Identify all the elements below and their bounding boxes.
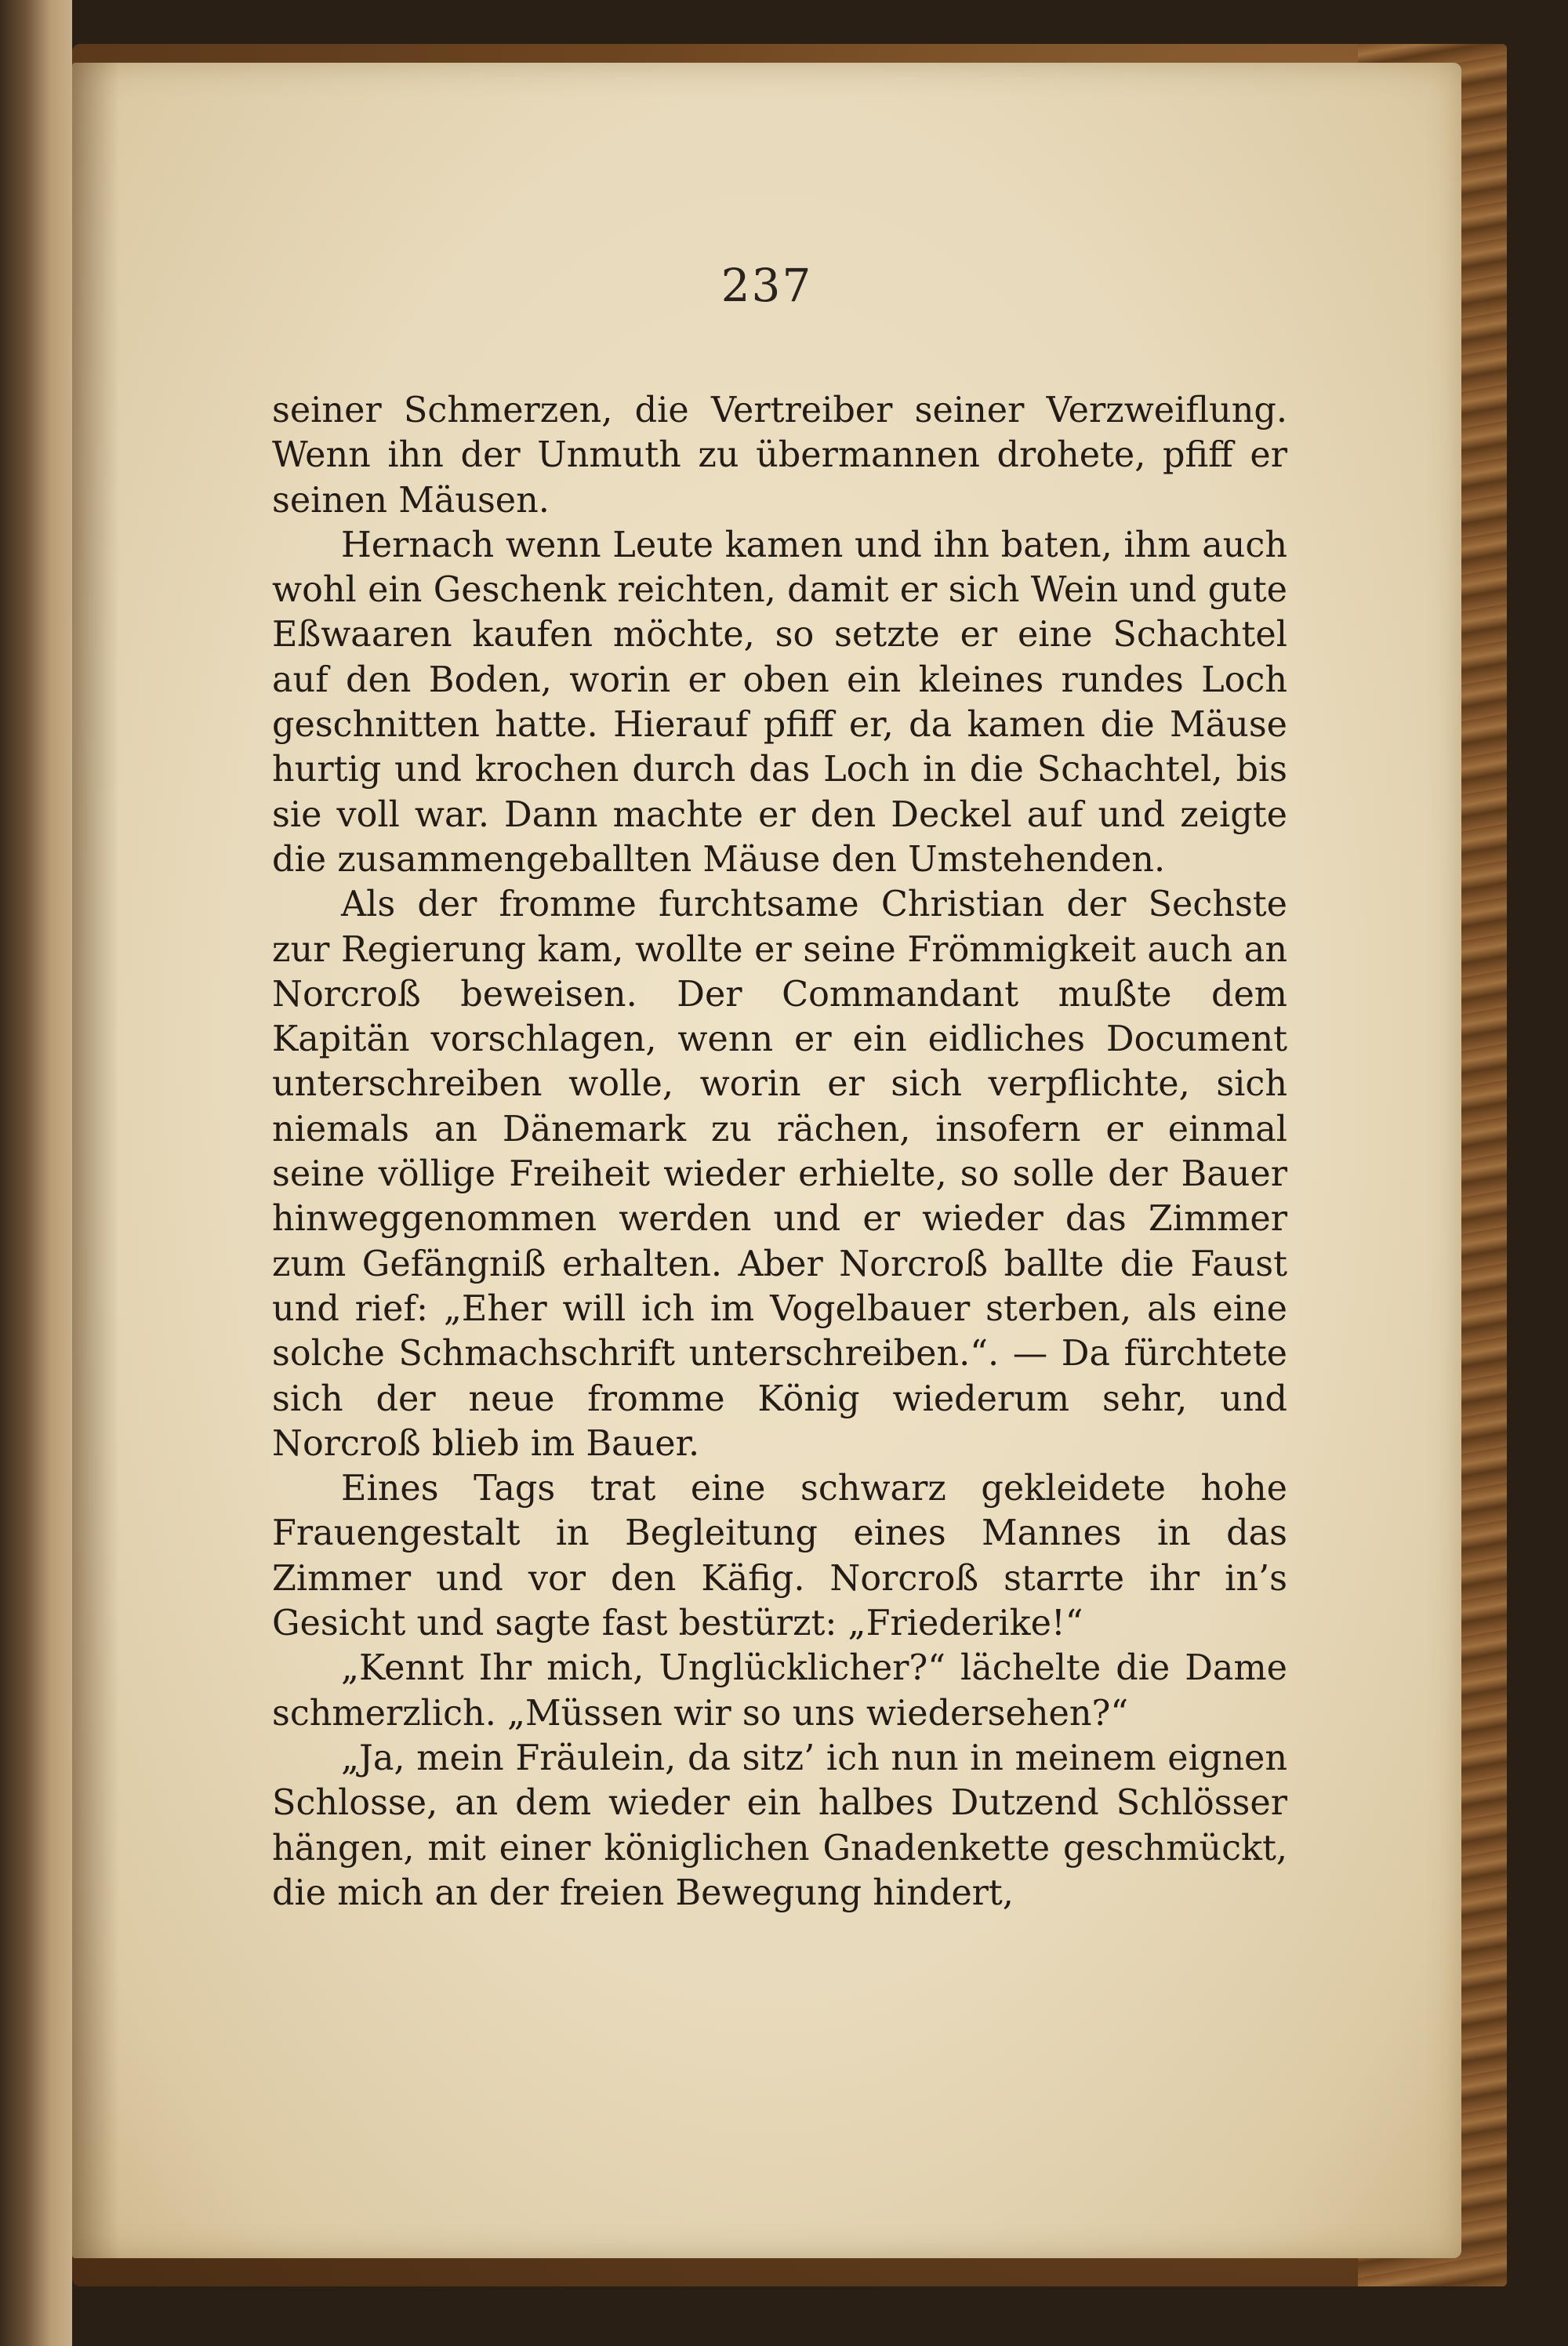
paragraph-5: „Kennt Ihr mich, Unglücklicher?“ lächelte die Dame schmerzlich. „Müssen wir so uns wiedersehen?“ <box>272 1648 1287 1734</box>
paragraph-1: seiner Schmerzen, die Vertreiber seiner Verzweiflung. Wenn ihn der Unmuth zu übermannen drohete, pfiff er seinen Mäusen. <box>272 390 1287 521</box>
gutter-shadow <box>72 63 119 2258</box>
paragraph-4: Eines Tags trat eine schwarz gekleidete hohe Frauengestalt in Begleitung eines Mannes in das Zimmer und vor den Käfig. Norcroß starrte ihr in’s Gesicht und sagte fast bestürzt: „Friederike!“ <box>272 1469 1287 1644</box>
body-text <box>272 388 1287 1916</box>
adjacent-page-edge <box>0 0 72 2346</box>
paragraph-3: Als der fromme furchtsame Christian der Sechste zur Regierung kam, wollte er seine Frömmigkeit auch an Norcroß beweisen. Der Commandant mußte dem Kapitän vorschlagen, wenn er ein eidliches Document unterschreiben wolle, worin er sich verpflichte, sich niemals an Dänemark zu rächen, insofern er einmal seine völlige Freiheit wieder erhielte, so solle der Bauer hinweggenommen werden und er wieder das Zimmer zum Gefängniß erhalten. Aber Norcroß ballte die Faust und rief: „Eher will ich im Vogelbauer sterben, als eine solche Schmachschrift unterschreiben.“. — Da fürchtete sich der neue fromme König wiederum sehr, und Norcroß blieb im Bauer. <box>272 884 1287 1464</box>
paragraph-6: „Ja, mein Fräulein, da sitz’ ich nun in meinem eignen Schlosse, an dem wieder ein halbes Dutzend Schlösser hängen, mit einer königlichen Gnadenkette geschmückt, die mich an der freien Bewegung hindert, <box>272 1738 1287 1913</box>
page-number: 237 <box>720 259 813 312</box>
book-page <box>72 63 1461 2258</box>
paragraph-2: Hernach wenn Leute kamen und ihn baten, ihm auch wohl ein Geschenk reichten, damit er sich Wein und gute Eßwaaren kaufen möchte, so setzte er eine Schachtel auf den Boden, worin er oben ein kleines rundes Loch geschnitten hatte. Hierauf pfiff er, da kamen die Mäuse hurtig und krochen durch das Loch in die Schachtel, bis sie voll war. Dann machte er den Deckel auf und zeigte die zusammengeballten Mäuse den Umstehenden. <box>272 525 1287 880</box>
